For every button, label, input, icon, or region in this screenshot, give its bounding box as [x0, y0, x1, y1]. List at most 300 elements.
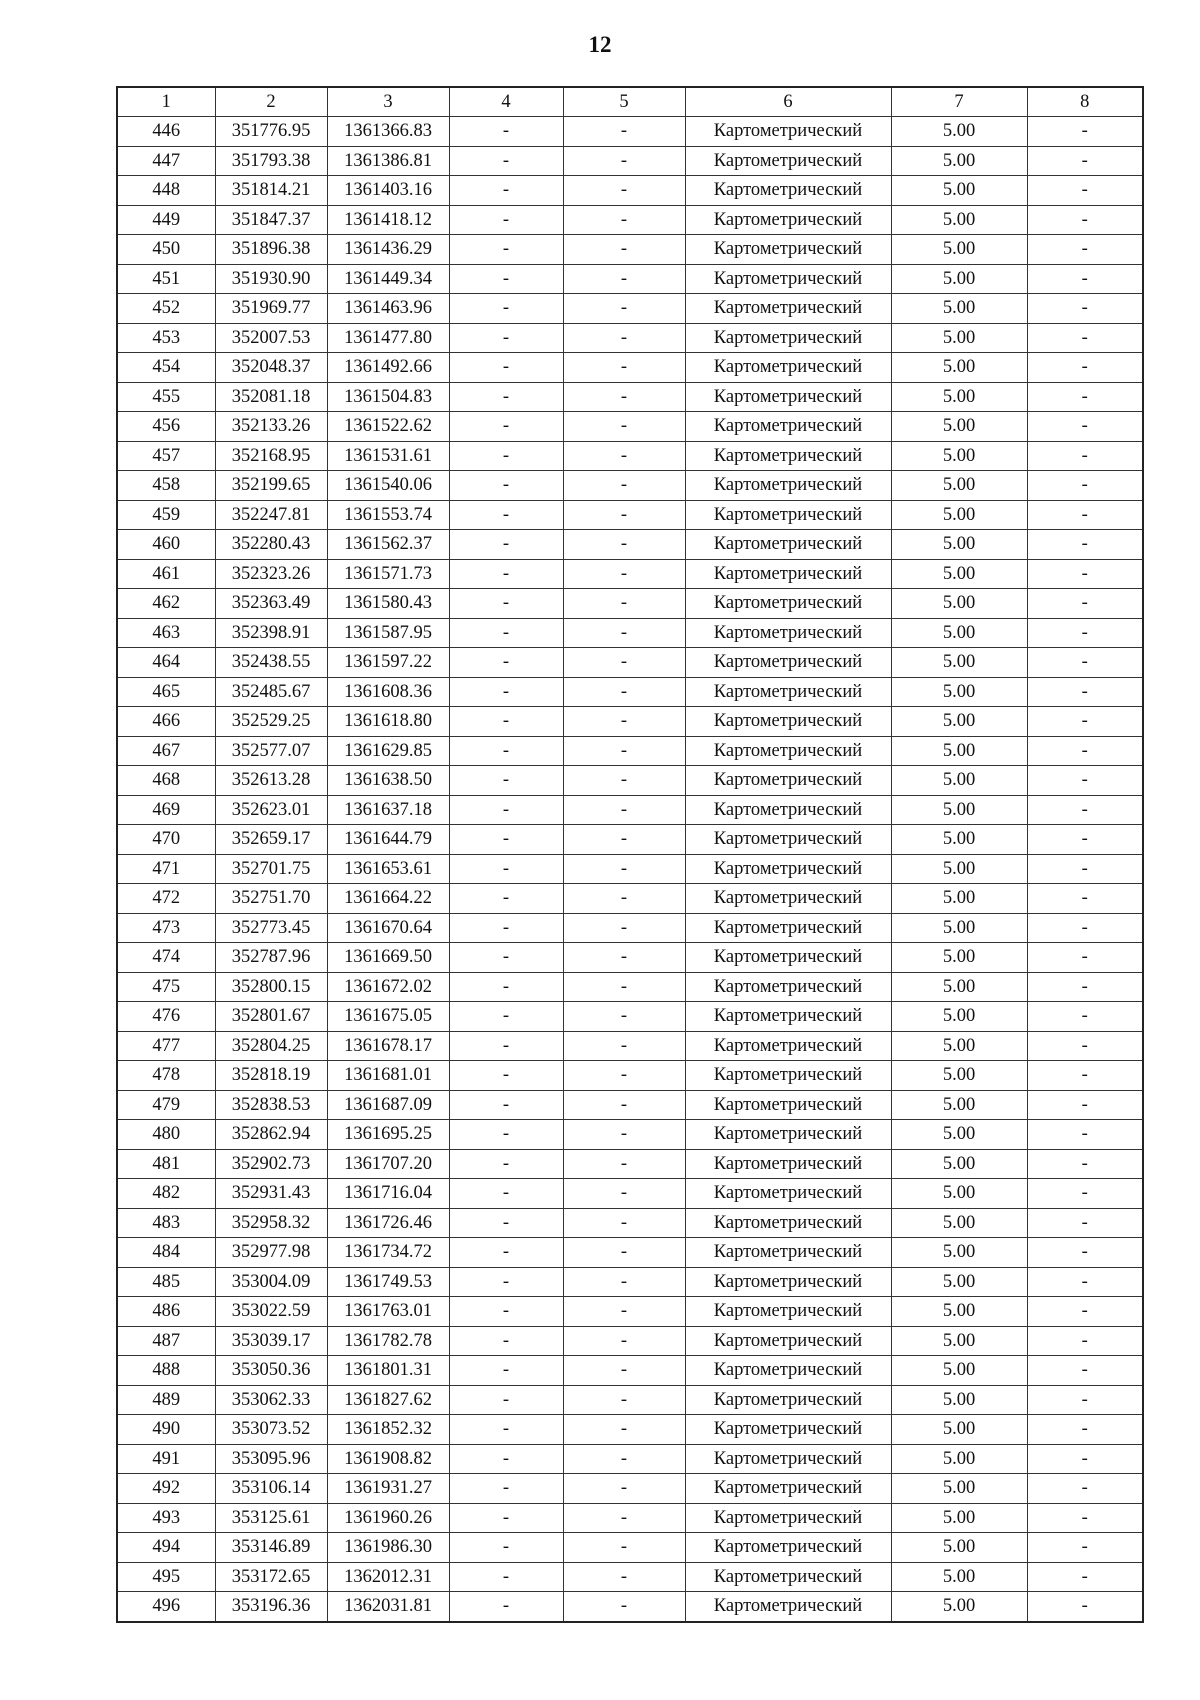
cell-x-coordinate: 353196.36	[215, 1592, 327, 1622]
cell-x-coordinate: 352280.43	[215, 530, 327, 560]
cell-point-number: 485	[117, 1267, 215, 1297]
cell-col5-value: -	[563, 972, 685, 1002]
cell-col8-value: -	[1027, 1385, 1143, 1415]
cell-y-coordinate: 1361664.22	[327, 884, 449, 914]
cell-x-coordinate: 352977.98	[215, 1238, 327, 1268]
cell-method: Картометрический	[685, 1208, 891, 1238]
cell-accuracy: 5.00	[891, 677, 1027, 707]
cell-y-coordinate: 1361618.80	[327, 707, 449, 737]
table-row	[117, 382, 1143, 412]
cell-point-number: 476	[117, 1002, 215, 1032]
cell-col8-value: -	[1027, 471, 1143, 501]
cell-point-number: 450	[117, 235, 215, 265]
cell-col8-value: -	[1027, 1120, 1143, 1150]
cell-x-coordinate: 353095.96	[215, 1444, 327, 1474]
cell-point-number: 490	[117, 1415, 215, 1445]
cell-x-coordinate: 353073.52	[215, 1415, 327, 1445]
cell-x-coordinate: 351814.21	[215, 176, 327, 206]
cell-accuracy: 5.00	[891, 1061, 1027, 1091]
cell-accuracy: 5.00	[891, 176, 1027, 206]
cell-x-coordinate: 352800.15	[215, 972, 327, 1002]
cell-col8-value: -	[1027, 707, 1143, 737]
cell-point-number: 488	[117, 1356, 215, 1386]
cell-col8-value: -	[1027, 235, 1143, 265]
table-row	[117, 972, 1143, 1002]
cell-col5-value: -	[563, 648, 685, 678]
cell-method: Картометрический	[685, 618, 891, 648]
cell-col8-value: -	[1027, 264, 1143, 294]
cell-col8-value: -	[1027, 854, 1143, 884]
cell-accuracy: 5.00	[891, 707, 1027, 737]
cell-point-number: 454	[117, 353, 215, 383]
cell-x-coordinate: 352659.17	[215, 825, 327, 855]
cell-point-number: 467	[117, 736, 215, 766]
cell-accuracy: 5.00	[891, 235, 1027, 265]
table-row	[117, 1061, 1143, 1091]
cell-col5-value: -	[563, 1592, 685, 1622]
cell-col4-value: -	[449, 1297, 563, 1327]
cell-col8-value: -	[1027, 146, 1143, 176]
table-row	[117, 1297, 1143, 1327]
cell-col4-value: -	[449, 530, 563, 560]
cell-method: Картометрический	[685, 1031, 891, 1061]
cell-col8-value: -	[1027, 294, 1143, 324]
column-header-6: 6	[685, 87, 891, 117]
cell-point-number: 462	[117, 589, 215, 619]
cell-col4-value: -	[449, 382, 563, 412]
cell-y-coordinate: 1361629.85	[327, 736, 449, 766]
cell-method: Картометрический	[685, 1356, 891, 1386]
cell-col4-value: -	[449, 618, 563, 648]
cell-col8-value: -	[1027, 589, 1143, 619]
cell-col8-value: -	[1027, 1179, 1143, 1209]
cell-accuracy: 5.00	[891, 1002, 1027, 1032]
cell-method: Картометрический	[685, 294, 891, 324]
cell-col4-value: -	[449, 500, 563, 530]
cell-col4-value: -	[449, 205, 563, 235]
cell-point-number: 482	[117, 1179, 215, 1209]
cell-x-coordinate: 352902.73	[215, 1149, 327, 1179]
cell-point-number: 484	[117, 1238, 215, 1268]
cell-method: Картометрический	[685, 677, 891, 707]
cell-point-number: 470	[117, 825, 215, 855]
cell-y-coordinate: 1361644.79	[327, 825, 449, 855]
table-row	[117, 795, 1143, 825]
cell-col5-value: -	[563, 530, 685, 560]
cell-accuracy: 5.00	[891, 1415, 1027, 1445]
cell-y-coordinate: 1361749.53	[327, 1267, 449, 1297]
cell-method: Картометрический	[685, 530, 891, 560]
cell-col4-value: -	[449, 1179, 563, 1209]
cell-y-coordinate: 1361670.64	[327, 913, 449, 943]
table-row	[117, 235, 1143, 265]
cell-y-coordinate: 1361782.78	[327, 1326, 449, 1356]
cell-col4-value: -	[449, 1356, 563, 1386]
cell-col5-value: -	[563, 1208, 685, 1238]
column-header-4: 4	[449, 87, 563, 117]
cell-x-coordinate: 352838.53	[215, 1090, 327, 1120]
cell-col4-value: -	[449, 1208, 563, 1238]
cell-y-coordinate: 1361597.22	[327, 648, 449, 678]
cell-method: Картометрический	[685, 1503, 891, 1533]
cell-col4-value: -	[449, 795, 563, 825]
cell-accuracy: 5.00	[891, 884, 1027, 914]
cell-x-coordinate: 352701.75	[215, 854, 327, 884]
coordinates-table	[116, 86, 1144, 1623]
cell-method: Картометрический	[685, 500, 891, 530]
column-header-8: 8	[1027, 87, 1143, 117]
cell-accuracy: 5.00	[891, 795, 1027, 825]
cell-x-coordinate: 352485.67	[215, 677, 327, 707]
cell-point-number: 495	[117, 1562, 215, 1592]
cell-x-coordinate: 351793.38	[215, 146, 327, 176]
cell-col5-value: -	[563, 736, 685, 766]
table-row	[117, 707, 1143, 737]
cell-y-coordinate: 1361681.01	[327, 1061, 449, 1091]
cell-accuracy: 5.00	[891, 766, 1027, 796]
cell-x-coordinate: 352363.49	[215, 589, 327, 619]
cell-col5-value: -	[563, 1061, 685, 1091]
cell-point-number: 492	[117, 1474, 215, 1504]
cell-point-number: 446	[117, 117, 215, 147]
cell-col4-value: -	[449, 146, 563, 176]
table-row	[117, 323, 1143, 353]
cell-y-coordinate: 1361540.06	[327, 471, 449, 501]
table-row	[117, 1356, 1143, 1386]
cell-accuracy: 5.00	[891, 441, 1027, 471]
table-row	[117, 589, 1143, 619]
cell-col5-value: -	[563, 766, 685, 796]
cell-col8-value: -	[1027, 648, 1143, 678]
table-row	[117, 766, 1143, 796]
cell-accuracy: 5.00	[891, 736, 1027, 766]
cell-y-coordinate: 1361504.83	[327, 382, 449, 412]
cell-accuracy: 5.00	[891, 1031, 1027, 1061]
cell-col8-value: -	[1027, 1474, 1143, 1504]
table-row	[117, 1385, 1143, 1415]
column-header-3: 3	[327, 87, 449, 117]
cell-y-coordinate: 1361637.18	[327, 795, 449, 825]
cell-method: Картометрический	[685, 854, 891, 884]
cell-point-number: 452	[117, 294, 215, 324]
cell-point-number: 475	[117, 972, 215, 1002]
cell-col4-value: -	[449, 736, 563, 766]
table-row	[117, 736, 1143, 766]
cell-method: Картометрический	[685, 1326, 891, 1356]
cell-col4-value: -	[449, 1238, 563, 1268]
cell-y-coordinate: 1361477.80	[327, 323, 449, 353]
table-row	[117, 825, 1143, 855]
cell-col8-value: -	[1027, 736, 1143, 766]
cell-col8-value: -	[1027, 1297, 1143, 1327]
cell-y-coordinate: 1361669.50	[327, 943, 449, 973]
cell-method: Картометрический	[685, 323, 891, 353]
cell-x-coordinate: 351930.90	[215, 264, 327, 294]
cell-y-coordinate: 1361403.16	[327, 176, 449, 206]
cell-method: Картометрический	[685, 1444, 891, 1474]
cell-col8-value: -	[1027, 1238, 1143, 1268]
cell-y-coordinate: 1361587.95	[327, 618, 449, 648]
cell-col5-value: -	[563, 1503, 685, 1533]
cell-method: Картометрический	[685, 1385, 891, 1415]
cell-point-number: 449	[117, 205, 215, 235]
table-row	[117, 1267, 1143, 1297]
cell-col8-value: -	[1027, 1415, 1143, 1445]
table-body	[117, 117, 1143, 1622]
cell-x-coordinate: 352751.70	[215, 884, 327, 914]
cell-y-coordinate: 1361707.20	[327, 1149, 449, 1179]
cell-col8-value: -	[1027, 382, 1143, 412]
cell-x-coordinate: 351776.95	[215, 117, 327, 147]
column-header-7: 7	[891, 87, 1027, 117]
cell-y-coordinate: 1362031.81	[327, 1592, 449, 1622]
cell-col5-value: -	[563, 441, 685, 471]
column-header-5: 5	[563, 87, 685, 117]
cell-accuracy: 5.00	[891, 972, 1027, 1002]
cell-col8-value: -	[1027, 412, 1143, 442]
cell-col5-value: -	[563, 412, 685, 442]
cell-method: Картометрический	[685, 205, 891, 235]
cell-col5-value: -	[563, 1179, 685, 1209]
cell-method: Картометрический	[685, 1120, 891, 1150]
cell-x-coordinate: 352623.01	[215, 795, 327, 825]
cell-point-number: 481	[117, 1149, 215, 1179]
cell-accuracy: 5.00	[891, 854, 1027, 884]
cell-accuracy: 5.00	[891, 500, 1027, 530]
cell-method: Картометрический	[685, 1149, 891, 1179]
cell-col4-value: -	[449, 1385, 563, 1415]
cell-method: Картометрический	[685, 1090, 891, 1120]
cell-col5-value: -	[563, 1385, 685, 1415]
table-row	[117, 471, 1143, 501]
cell-col8-value: -	[1027, 559, 1143, 589]
cell-accuracy: 5.00	[891, 353, 1027, 383]
cell-accuracy: 5.00	[891, 117, 1027, 147]
cell-point-number: 464	[117, 648, 215, 678]
cell-y-coordinate: 1361580.43	[327, 589, 449, 619]
table-row	[117, 1533, 1143, 1563]
table-row	[117, 648, 1143, 678]
cell-col5-value: -	[563, 176, 685, 206]
cell-x-coordinate: 352133.26	[215, 412, 327, 442]
cell-point-number: 491	[117, 1444, 215, 1474]
table-row	[117, 205, 1143, 235]
cell-x-coordinate: 352613.28	[215, 766, 327, 796]
cell-col4-value: -	[449, 441, 563, 471]
cell-col5-value: -	[563, 1415, 685, 1445]
table-row	[117, 412, 1143, 442]
cell-col5-value: -	[563, 1002, 685, 1032]
cell-col4-value: -	[449, 323, 563, 353]
cell-col4-value: -	[449, 235, 563, 265]
cell-method: Картометрический	[685, 1061, 891, 1091]
cell-col4-value: -	[449, 353, 563, 383]
cell-col4-value: -	[449, 825, 563, 855]
cell-y-coordinate: 1361726.46	[327, 1208, 449, 1238]
cell-y-coordinate: 1361908.82	[327, 1444, 449, 1474]
cell-method: Картометрический	[685, 1179, 891, 1209]
cell-col4-value: -	[449, 884, 563, 914]
cell-col5-value: -	[563, 1238, 685, 1268]
cell-method: Картометрический	[685, 559, 891, 589]
cell-point-number: 474	[117, 943, 215, 973]
cell-col4-value: -	[449, 707, 563, 737]
cell-accuracy: 5.00	[891, 1592, 1027, 1622]
cell-col4-value: -	[449, 1474, 563, 1504]
cell-method: Картометрический	[685, 972, 891, 1002]
cell-method: Картометрический	[685, 1533, 891, 1563]
cell-y-coordinate: 1361653.61	[327, 854, 449, 884]
cell-point-number: 489	[117, 1385, 215, 1415]
cell-col4-value: -	[449, 412, 563, 442]
cell-method: Картометрический	[685, 146, 891, 176]
cell-col4-value: -	[449, 1149, 563, 1179]
cell-x-coordinate: 352168.95	[215, 441, 327, 471]
cell-y-coordinate: 1361531.61	[327, 441, 449, 471]
cell-accuracy: 5.00	[891, 1356, 1027, 1386]
table-row	[117, 1238, 1143, 1268]
cell-point-number: 458	[117, 471, 215, 501]
table-row	[117, 1208, 1143, 1238]
table-row	[117, 264, 1143, 294]
cell-x-coordinate: 352438.55	[215, 648, 327, 678]
cell-x-coordinate: 353022.59	[215, 1297, 327, 1327]
cell-col5-value: -	[563, 500, 685, 530]
cell-accuracy: 5.00	[891, 294, 1027, 324]
cell-col4-value: -	[449, 1533, 563, 1563]
cell-col5-value: -	[563, 559, 685, 589]
cell-col5-value: -	[563, 913, 685, 943]
cell-col4-value: -	[449, 943, 563, 973]
cell-col5-value: -	[563, 235, 685, 265]
cell-accuracy: 5.00	[891, 205, 1027, 235]
cell-point-number: 478	[117, 1061, 215, 1091]
table-row	[117, 618, 1143, 648]
cell-col5-value: -	[563, 707, 685, 737]
cell-col5-value: -	[563, 1031, 685, 1061]
cell-y-coordinate: 1361386.81	[327, 146, 449, 176]
cell-point-number: 453	[117, 323, 215, 353]
table-row	[117, 854, 1143, 884]
cell-accuracy: 5.00	[891, 1562, 1027, 1592]
cell-col4-value: -	[449, 1002, 563, 1032]
cell-y-coordinate: 1361960.26	[327, 1503, 449, 1533]
cell-y-coordinate: 1361492.66	[327, 353, 449, 383]
cell-col5-value: -	[563, 1474, 685, 1504]
cell-col5-value: -	[563, 1356, 685, 1386]
cell-x-coordinate: 353146.89	[215, 1533, 327, 1563]
cell-y-coordinate: 1361571.73	[327, 559, 449, 589]
cell-point-number: 469	[117, 795, 215, 825]
cell-x-coordinate: 352931.43	[215, 1179, 327, 1209]
table-row	[117, 294, 1143, 324]
cell-col8-value: -	[1027, 884, 1143, 914]
table-row	[117, 1503, 1143, 1533]
cell-y-coordinate: 1361716.04	[327, 1179, 449, 1209]
cell-col5-value: -	[563, 1267, 685, 1297]
cell-col8-value: -	[1027, 677, 1143, 707]
cell-col8-value: -	[1027, 1002, 1143, 1032]
cell-col4-value: -	[449, 1562, 563, 1592]
cell-col4-value: -	[449, 559, 563, 589]
cell-method: Картометрический	[685, 353, 891, 383]
cell-point-number: 477	[117, 1031, 215, 1061]
cell-y-coordinate: 1361931.27	[327, 1474, 449, 1504]
cell-col5-value: -	[563, 117, 685, 147]
cell-y-coordinate: 1361763.01	[327, 1297, 449, 1327]
cell-point-number: 465	[117, 677, 215, 707]
cell-point-number: 471	[117, 854, 215, 884]
cell-accuracy: 5.00	[891, 323, 1027, 353]
cell-x-coordinate: 353106.14	[215, 1474, 327, 1504]
cell-col5-value: -	[563, 323, 685, 353]
table-row	[117, 1415, 1143, 1445]
cell-point-number: 479	[117, 1090, 215, 1120]
cell-col8-value: -	[1027, 1356, 1143, 1386]
table-row	[117, 1562, 1143, 1592]
cell-y-coordinate: 1361827.62	[327, 1385, 449, 1415]
cell-col4-value: -	[449, 1503, 563, 1533]
table-row	[117, 943, 1143, 973]
cell-x-coordinate: 352081.18	[215, 382, 327, 412]
cell-accuracy: 5.00	[891, 1238, 1027, 1268]
cell-point-number: 460	[117, 530, 215, 560]
table-row	[117, 1444, 1143, 1474]
cell-col4-value: -	[449, 1326, 563, 1356]
cell-x-coordinate: 352577.07	[215, 736, 327, 766]
cell-col4-value: -	[449, 1061, 563, 1091]
table-row	[117, 1474, 1143, 1504]
table-row	[117, 146, 1143, 176]
cell-y-coordinate: 1361608.36	[327, 677, 449, 707]
cell-x-coordinate: 352801.67	[215, 1002, 327, 1032]
cell-col4-value: -	[449, 1031, 563, 1061]
cell-method: Картометрический	[685, 1238, 891, 1268]
cell-col5-value: -	[563, 205, 685, 235]
cell-accuracy: 5.00	[891, 264, 1027, 294]
cell-col5-value: -	[563, 471, 685, 501]
table-row	[117, 1031, 1143, 1061]
cell-point-number: 447	[117, 146, 215, 176]
cell-col4-value: -	[449, 854, 563, 884]
cell-col5-value: -	[563, 943, 685, 973]
cell-x-coordinate: 353050.36	[215, 1356, 327, 1386]
cell-col8-value: -	[1027, 972, 1143, 1002]
cell-point-number: 493	[117, 1503, 215, 1533]
cell-accuracy: 5.00	[891, 648, 1027, 678]
cell-y-coordinate: 1361418.12	[327, 205, 449, 235]
cell-col5-value: -	[563, 294, 685, 324]
cell-point-number: 473	[117, 913, 215, 943]
cell-x-coordinate: 353004.09	[215, 1267, 327, 1297]
cell-y-coordinate: 1361449.34	[327, 264, 449, 294]
table-row	[117, 1326, 1143, 1356]
cell-col5-value: -	[563, 1090, 685, 1120]
cell-col8-value: -	[1027, 353, 1143, 383]
cell-col4-value: -	[449, 913, 563, 943]
table-row	[117, 441, 1143, 471]
cell-x-coordinate: 353039.17	[215, 1326, 327, 1356]
cell-col8-value: -	[1027, 1267, 1143, 1297]
cell-method: Картометрический	[685, 795, 891, 825]
cell-y-coordinate: 1361562.37	[327, 530, 449, 560]
table-row	[117, 1002, 1143, 1032]
cell-col4-value: -	[449, 1267, 563, 1297]
cell-col4-value: -	[449, 471, 563, 501]
cell-x-coordinate: 352958.32	[215, 1208, 327, 1238]
cell-point-number: 455	[117, 382, 215, 412]
cell-x-coordinate: 352247.81	[215, 500, 327, 530]
